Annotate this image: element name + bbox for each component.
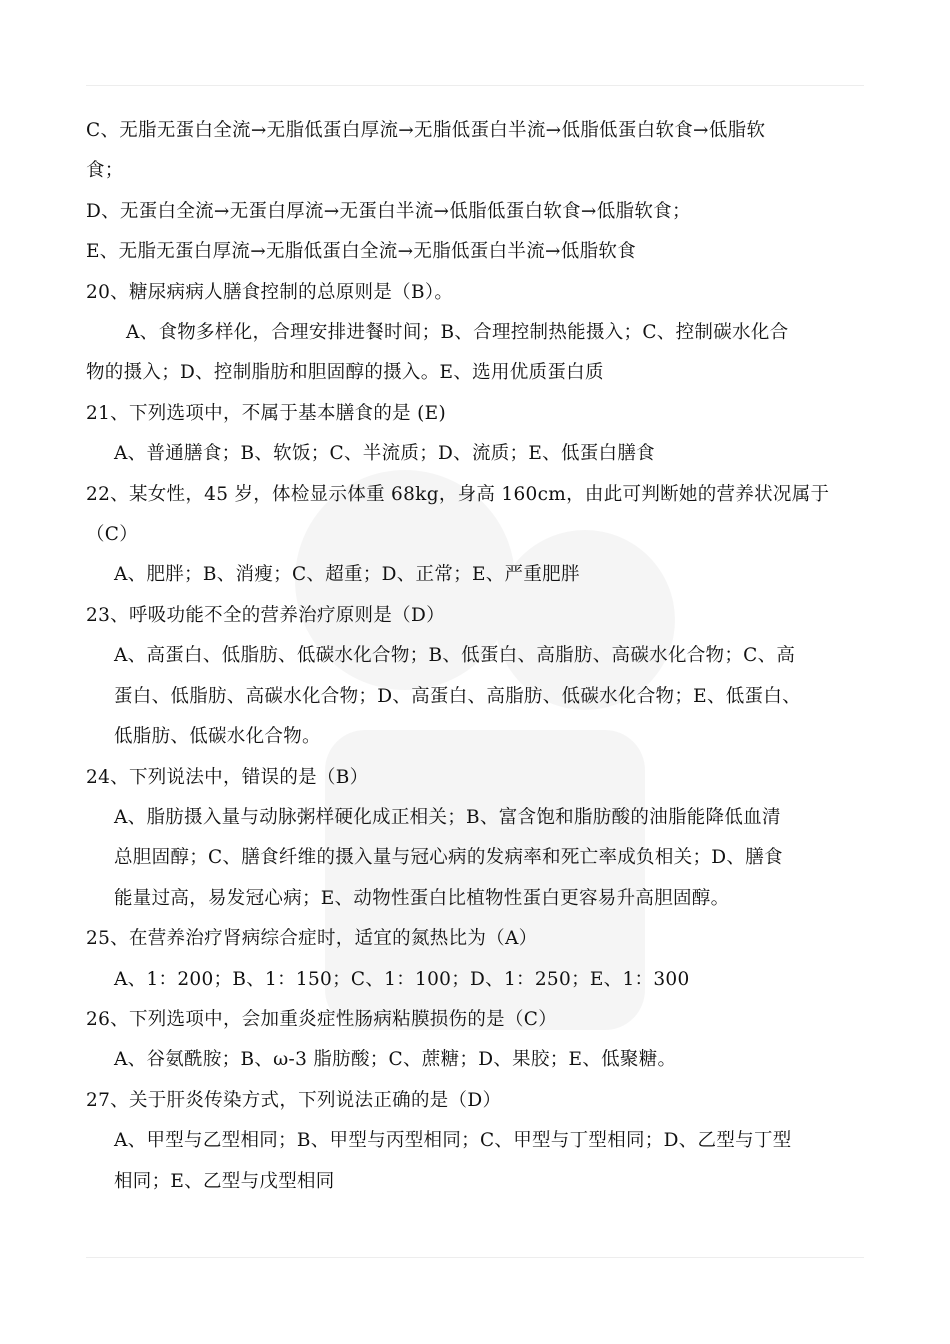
text-line: 27、关于肝炎传染方式，下列说法正确的是（D） bbox=[86, 1089, 502, 1111]
text-line: 总胆固醇；C、膳食纤维的摄入量与冠心病的发病率和死亡率成负相关；D、膳食 bbox=[114, 847, 783, 869]
text-line: 20、糖尿病病人膳食控制的总原则是（B）。 bbox=[86, 281, 454, 303]
text-line: 蛋白、低脂肪、高碳水化合物；D、高蛋白、高脂肪、低碳水化合物；E、低蛋白、 bbox=[114, 685, 801, 707]
header-rule bbox=[86, 85, 864, 86]
text-line: D、无蛋白全流→无蛋白厚流→无蛋白半流→低脂低蛋白软食→低脂软食； bbox=[86, 200, 691, 222]
text-line: A、脂肪摄入量与动脉粥样硬化成正相关；B、富含饱和脂肪酸的油脂能降低血清 bbox=[114, 806, 781, 828]
text-line: A、谷氨酰胺；B、ω-3 脂肪酸；C、蔗糖；D、果胶；E、低聚糖。 bbox=[114, 1049, 677, 1071]
text-line: 24、下列说法中，错误的是（B） bbox=[86, 766, 369, 788]
text-line: A、食物多样化，合理安排进餐时间；B、合理控制热能摄入；C、控制碳水化合 bbox=[126, 322, 789, 344]
text-line: 物的摄入；D、控制脂肪和胆固醇的摄入。E、选用优质蛋白质 bbox=[86, 362, 604, 384]
text-line: （C） bbox=[86, 524, 139, 546]
text-line: 相同；E、乙型与戊型相同 bbox=[114, 1170, 335, 1192]
text-line: 22、某女性，45 岁，体检显示体重 68kg，身高 160cm，由此可判断她的营养状况属于 bbox=[86, 483, 830, 505]
text-line: A、甲型与乙型相同；B、甲型与丙型相同；C、甲型与丁型相同；D、乙型与丁型 bbox=[114, 1130, 792, 1152]
text-line: A、普通膳食；B、软饭；C、半流质；D、流质；E、低蛋白膳食 bbox=[114, 443, 655, 465]
text-line: 食； bbox=[86, 160, 124, 182]
document-body bbox=[86, 111, 881, 1202]
text-line: C、无脂无蛋白全流→无脂低蛋白厚流→无脂低蛋白半流→低脂低蛋白软食→低脂软 bbox=[86, 120, 766, 141]
text-line: 低脂肪、低碳水化合物。 bbox=[114, 726, 321, 748]
text-line: 26、下列选项中，会加重炎症性肠病粘膜损伤的是（C） bbox=[86, 1008, 557, 1030]
text-line: 能量过高，易发冠心病；E、动物性蛋白比植物性蛋白更容易升高胆固醇。 bbox=[114, 887, 730, 909]
text-line: 23、呼吸功能不全的营养治疗原则是（D） bbox=[86, 604, 445, 626]
text-line: A、1：200；B、1：150；C、1：100；D、1：250；E、1：300 bbox=[114, 968, 690, 990]
text-line: A、高蛋白、低脂肪、低碳水化合物；B、低蛋白、高脂肪、高碳水化合物；C、高 bbox=[114, 645, 796, 667]
text-line: A、肥胖；B、消瘦；C、超重；D、正常；E、严重肥胖 bbox=[114, 564, 580, 586]
footer-rule bbox=[86, 1257, 864, 1258]
text-line: 21、下列选项中，不属于基本膳食的是 (E) bbox=[86, 402, 446, 424]
text-line: E、无脂无蛋白厚流→无脂低蛋白全流→无脂低蛋白半流→低脂软食 bbox=[86, 241, 637, 263]
text-line: 25、在营养治疗肾病综合症时，适宜的氮热比为（A） bbox=[86, 928, 538, 950]
